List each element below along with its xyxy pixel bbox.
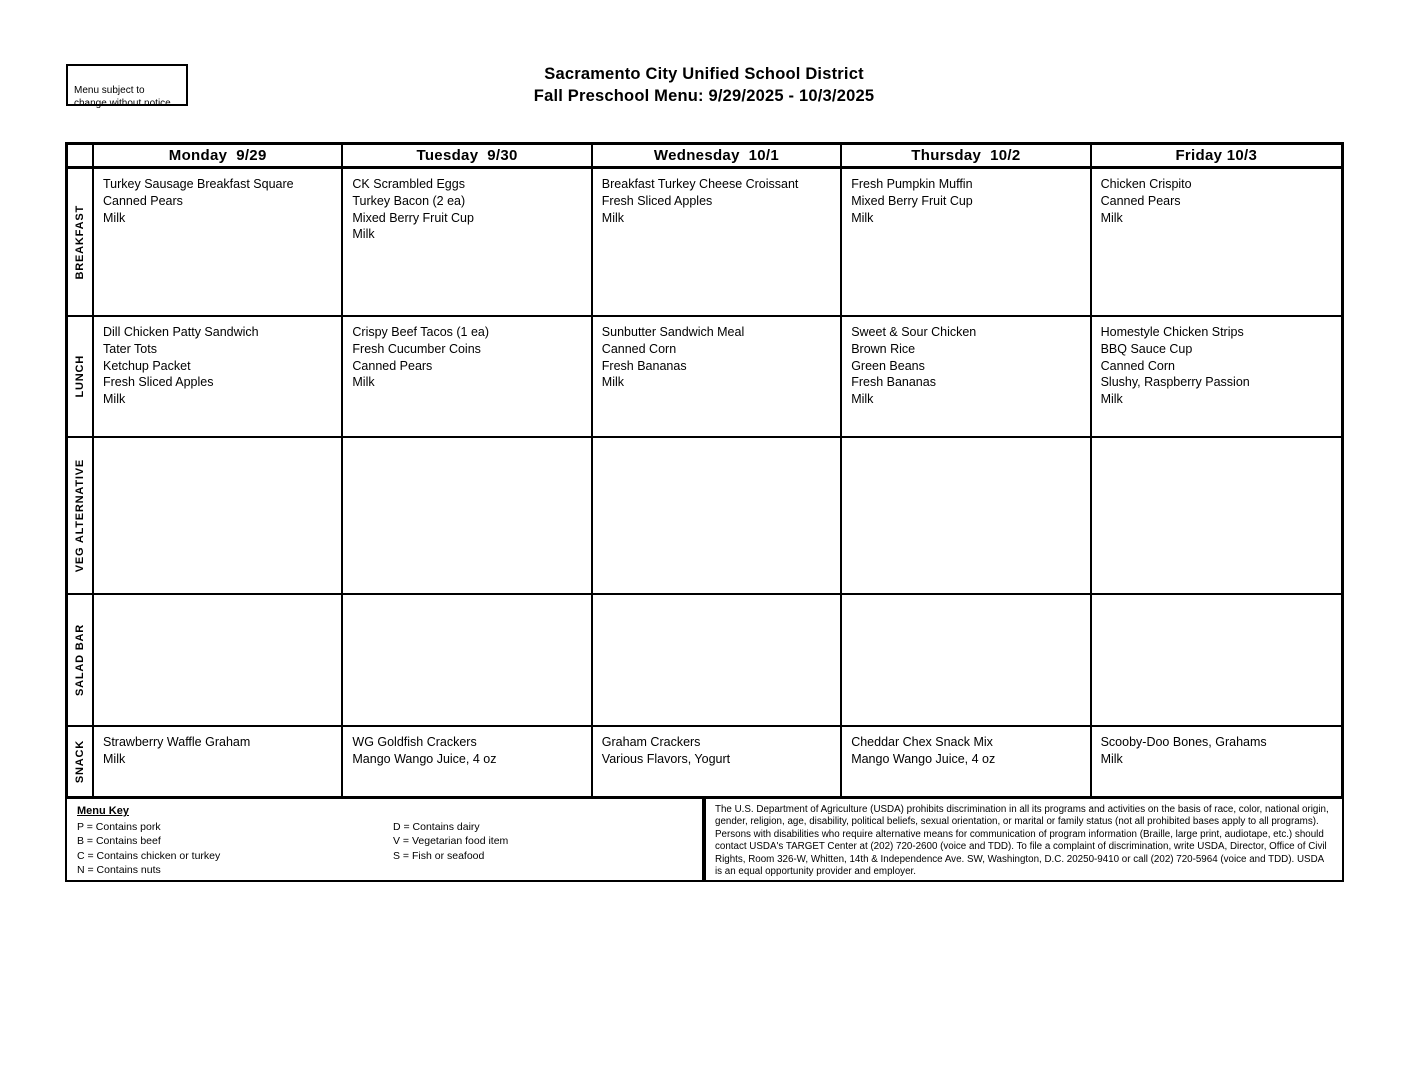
cell-breakfast-tuesday: CK Scrambled Eggs Turkey Bacon (2 ea) Mixed Berry Fruit Cup Milk xyxy=(343,169,592,317)
cell-veg-alternative-monday xyxy=(94,438,343,595)
cell-lunch-tuesday: Crispy Beef Tacos (1 ea) Fresh Cucumber Coins Canned Pears Milk xyxy=(343,317,592,438)
day-header-tuesday: Tuesday 9/30 xyxy=(343,145,592,169)
cell-salad-bar-tuesday xyxy=(343,595,592,727)
cell-veg-alternative-thursday xyxy=(842,438,1091,595)
cell-snack-wednesday: Graham Crackers Various Flavors, Yogurt xyxy=(593,727,842,796)
menu-key-box xyxy=(65,797,704,882)
row-label-salad-bar: SALAD BAR xyxy=(68,595,94,727)
cell-salad-bar-friday xyxy=(1092,595,1341,727)
cell-lunch-friday: Homestyle Chicken Strips BBQ Sauce Cup Canned Corn Slushy, Raspberry Passion Milk xyxy=(1092,317,1341,438)
usda-statement-box xyxy=(704,797,1344,882)
menu-table xyxy=(65,142,1344,799)
page-title xyxy=(0,64,1408,106)
cell-salad-bar-monday xyxy=(94,595,343,727)
row-label-veg-alternative: VEG ALTERNATIVE xyxy=(68,438,94,595)
cell-veg-alternative-friday xyxy=(1092,438,1341,595)
cell-veg-alternative-wednesday xyxy=(593,438,842,595)
menu-key-left-column: P = Contains pork B = Contains beef C = Contains chicken or turkey N = Contains nuts xyxy=(77,821,221,877)
cell-snack-monday: Strawberry Waffle Graham Milk xyxy=(94,727,343,796)
row-label-snack: SNACK xyxy=(68,727,94,796)
cell-salad-bar-wednesday xyxy=(593,595,842,727)
row-label-lunch: LUNCH xyxy=(68,317,94,438)
row-label-breakfast: BREAKFAST xyxy=(68,169,94,317)
cell-snack-thursday: Cheddar Chex Snack Mix Mango Wango Juice, 4 oz xyxy=(842,727,1091,796)
cell-snack-friday: Scooby-Doo Bones, Grahams Milk xyxy=(1100,735,1267,766)
cell-lunch-wednesday: Sunbutter Sandwich Meal Canned Corn Fresh Bananas Milk xyxy=(593,317,842,438)
footer-section xyxy=(65,797,1344,882)
cell-lunch-thursday: Sweet & Sour Chicken Brown Rice Green Beans Fresh Bananas Milk xyxy=(842,317,1091,438)
usda-statement-text: The U.S. Department of Agriculture (USDA) prohibits discrimination in all its programs and activities on the basis of race, color, national origin, gender, religion, age, disability, political beliefs, sexual orientation, or marital or family status (not all prohibited bases apply to all programs). Persons with disabilities who require alternative means for communication of program information (Braille, large print, audiotape, etc.) should contact USDA's TARGET Center at (202) 720-2600 (voice and TDD). To file a complaint of discrimination, write USDA, Director, Office of Civil Rights, Room 326-W, Whitten, 14th & Independence Ave. SW, Washington, D.C. 20250-9410 or call (202) 720-5964 (voice and TDD). USDA is an equal opportunity provider and employer. xyxy=(715,804,1329,878)
menu-key-columns xyxy=(77,820,692,878)
cell-lunch-monday: Dill Chicken Patty Sandwich Tater Tots Ketchup Packet Fresh Sliced Apples Milk xyxy=(94,317,343,438)
menu-key-right-column: D = Contains dairy V = Vegetarian food item S = Fish or seafood xyxy=(393,821,509,862)
cell-breakfast-friday: Chicken Crispito Canned Pears Milk xyxy=(1092,169,1341,317)
cell-veg-alternative-tuesday xyxy=(343,438,592,595)
cell-breakfast-wednesday: Breakfast Turkey Cheese Croissant Fresh Sliced Apples Milk xyxy=(593,169,842,317)
district-title: Sacramento City Unified School District xyxy=(544,65,864,83)
day-header-friday: Friday 10/3 xyxy=(1092,145,1341,169)
menu-subtitle: Fall Preschool Menu: 9/29/2025 - 10/3/2025 xyxy=(533,87,875,105)
cell-salad-bar-thursday xyxy=(842,595,1091,727)
menu-key-title: Menu Key xyxy=(77,805,129,817)
cell-snack-tuesday: WG Goldfish Crackers Mango Wango Juice, 4 oz xyxy=(343,727,592,796)
corner-cell xyxy=(68,145,94,169)
cell-breakfast-monday: Turkey Sausage Breakfast Square Canned Pears Milk xyxy=(94,169,343,317)
day-header-thursday: Thursday 10/2 xyxy=(842,145,1091,169)
day-header-monday: Monday 9/29 xyxy=(94,145,343,169)
notice-text: Menu subject to change without notice. xyxy=(74,85,174,109)
day-header-wednesday: Wednesday 10/1 xyxy=(593,145,842,169)
cell-breakfast-thursday: Fresh Pumpkin Muffin Mixed Berry Fruit Cup Milk xyxy=(842,169,1091,317)
